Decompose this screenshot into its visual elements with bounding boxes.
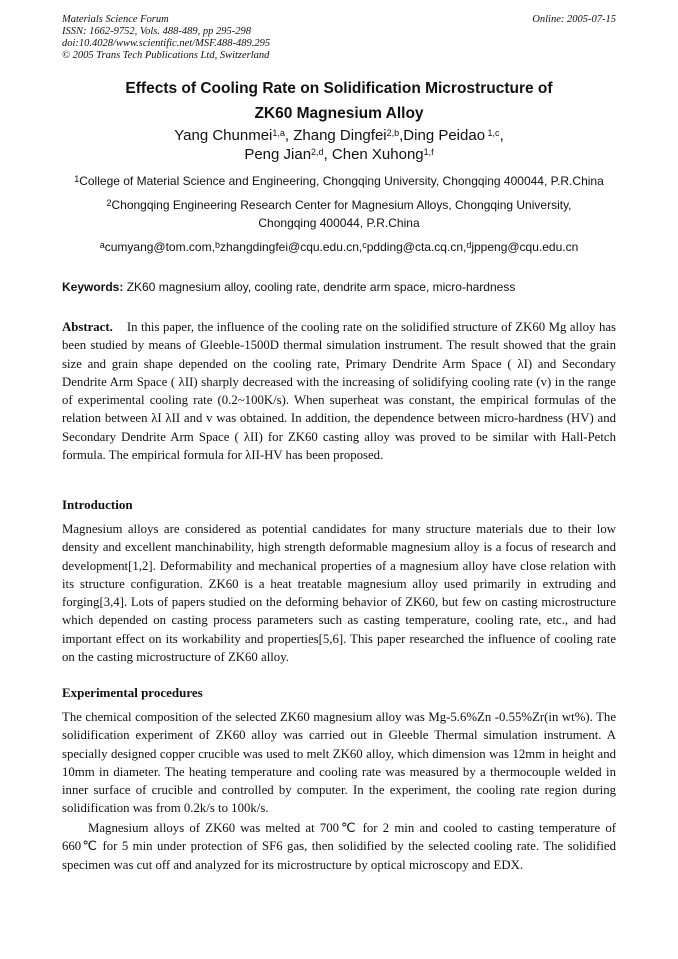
authors-line-1 xyxy=(62,126,616,145)
author-affiliation-mark: 2,d xyxy=(311,147,324,157)
affiliation-2 xyxy=(62,196,616,232)
email-mark: b xyxy=(214,240,220,250)
title-line-2: ZK60 Magnesium Alloy xyxy=(254,105,424,122)
email-address: zhangdingfei@cqu.edu.cn, xyxy=(219,240,363,254)
keywords-label: Keywords: xyxy=(62,280,124,294)
keywords-text: ZK60 magnesium alloy, cooling rate, dendrite arm space, micro-hardness xyxy=(123,280,516,294)
copyright-line: © 2005 Trans Tech Publications Ltd, Switzerland xyxy=(62,50,270,61)
email-mark: a xyxy=(99,240,105,250)
keywords xyxy=(62,279,616,295)
title-line-1: Effects of Cooling Rate on Solidification Microstructure of xyxy=(125,80,553,97)
email-list xyxy=(62,238,616,256)
affiliation-mark: 2 xyxy=(106,198,112,208)
experimental-paragraph-2: Magnesium alloys of ZK60 was melted at 700℃ for 2 min and cooled to casting temperature of 660℃ for 5 min under protection of SF6 gas, then solidified by the selected cooling rate. The solidified specimen was cut off and analyzed for its microstructure by optical microscopy and EDX. xyxy=(62,821,616,872)
email-mark: c xyxy=(362,240,367,250)
experimental-heading: Experimental procedures xyxy=(62,685,203,700)
email-address: cumyang@tom.com, xyxy=(104,240,215,254)
author-list xyxy=(62,126,616,164)
experimental-paragraph-1: The chemical composition of the selected ZK60 magnesium alloy was Mg-5.6%Zn -0.55%Zr(in wt%). The solidification experiment of ZK60 alloy was carried out in Gleeble Thermal simulation instrument. A specially designed copper crucible was used to melt ZK60 alloy, which dimension was 12mm in height and 10mm in diameter. The heating temperature and cooling rate was measured by a thermocouple welded in inner surface of crucible and controlled by computer. In the experiment, the cooling rate region during solidification was from 0.2k/s to 100k/s. xyxy=(62,710,616,816)
paper-title xyxy=(62,76,616,126)
author-affiliation-mark: 1,a xyxy=(272,128,285,138)
online-date: Online: 2005-07-15 xyxy=(532,14,616,25)
page-header xyxy=(62,14,616,62)
affiliation-1 xyxy=(62,172,616,190)
email-address: jppeng@cqu.edu.cn xyxy=(471,240,579,254)
affiliation-text: Chongqing Engineering Research Center for Magnesium Alloys, Chongqing University, xyxy=(111,198,572,212)
author-affiliation-mark: 1,c xyxy=(485,128,500,138)
abstract-text: In this paper, the influence of the cooling rate on the solidified structure of ZK60 Mg alloy has been studied by means of Gleeble-1500D thermal simulation instrument. The result showed that the grain size and grain shape depended on the cooling rate, Primary Dendrite Arm Space ( λI) and Secondary Dendrite Arm Space ( λII) sharply decreased with the increasing of solidifying cooling rate (v) in the range of experimental cooling rate (0.2~100K/s). When superheat was constant, the empirical formulas of the relation between λI λII and v was obtained. In addition, the dependence between micro-hardness (HV) and Secondary Dendrite Arm Space ( λII) for ZK60 casting alloy was proved to be similar with Hall-Petch formula. The empirical formula for λII-HV has been proposed. xyxy=(62,320,617,463)
abstract-label: Abstract. xyxy=(62,320,113,334)
journal-name: Materials Science Forum xyxy=(62,14,169,25)
author-name: , Chen Xuhong xyxy=(323,146,424,163)
doi-line: doi:10.4028/www.scientific.net/MSF.488-489.295 xyxy=(62,38,271,49)
author-name: Peng Jian xyxy=(244,146,312,163)
affiliation-2-line-2: Chongqing 400044, P.R.China xyxy=(258,216,420,230)
author-name: , Zhang Dingfei xyxy=(284,127,387,144)
author-name: ,Ding Peidao xyxy=(399,127,486,144)
authors-line-2 xyxy=(62,145,616,164)
author-separator: , xyxy=(499,127,504,144)
email-mark: d xyxy=(466,240,472,250)
affiliation-2-line-1 xyxy=(62,196,616,214)
introduction-heading: Introduction xyxy=(62,497,133,512)
author-affiliation-mark: 1,f xyxy=(423,147,434,157)
email-address: pdding@cta.cq.cn, xyxy=(366,240,467,254)
author-affiliation-mark: 2,b xyxy=(386,128,400,138)
author-name: Yang Chunmei xyxy=(174,127,273,144)
affiliation-mark: 1 xyxy=(74,174,80,184)
affiliation-text: College of Material Science and Engineering, Chongqing University, Chongqing 400044, P.R.China xyxy=(79,174,604,188)
introduction-text: Magnesium alloys are considered as potential candidates for many structure materials due to their low density and excellent manchinability, high strength deformable magnesium alloy is a focus of research and development[1,2]. Deformability and mechanical properties of a magnesium alloy have close relation with its structure configuration. ZK60 is a heat treatable magnesium alloy used primarily in extruding and forging[3,4]. Lots of papers studied on the deforming behavior of ZK60, but few on casting microstructure which depended on casting process parameters such as casting temperature, cooling rate, etc., and had important effect on its workability and properties[5,6]. This paper researched the influence of cooling rate on the casting microstructure of ZK60 alloy. xyxy=(62,522,616,665)
issn-line: ISSN: 1662-9752, Vols. 488-489, pp 295-298 xyxy=(62,26,251,37)
abstract xyxy=(62,318,616,464)
